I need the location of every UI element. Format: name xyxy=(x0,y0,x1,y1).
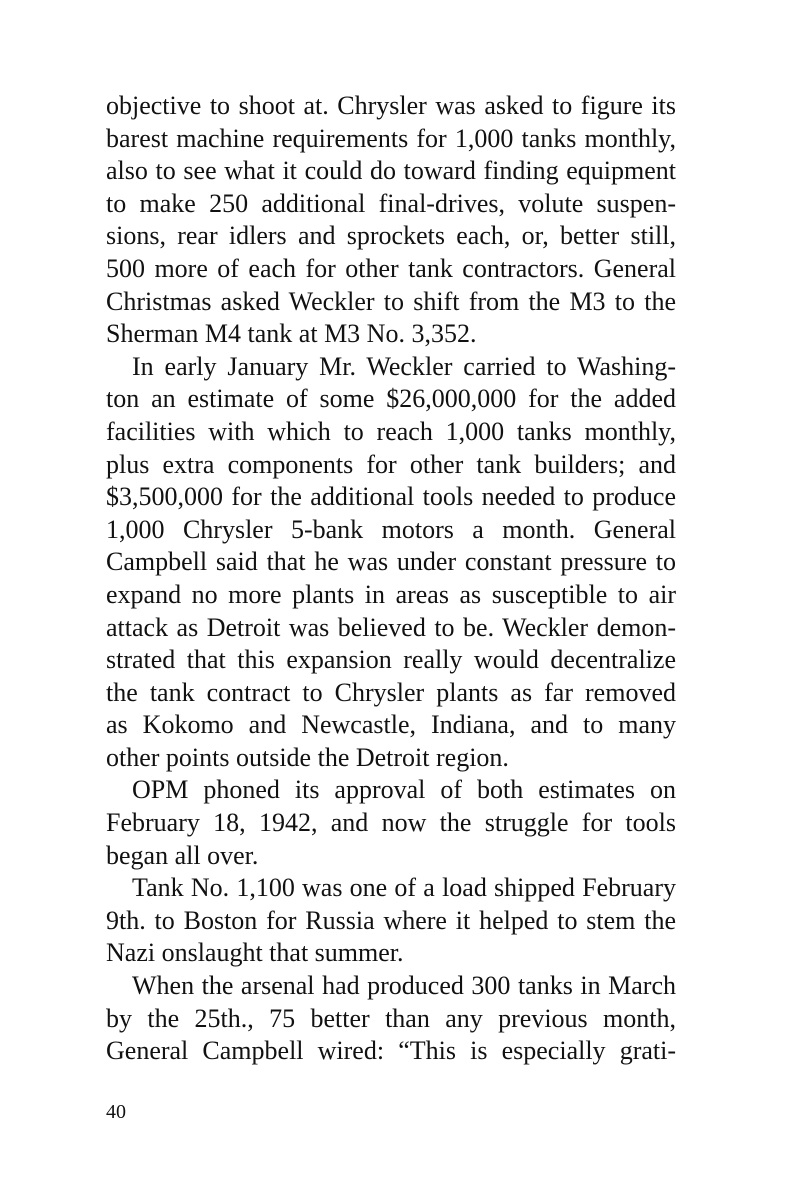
text-line: objective to shoot at. Chrysler was asked to figure its xyxy=(106,91,676,120)
text-line: plus extra components for other tank builders; and xyxy=(106,449,676,479)
text-line: When the arsenal had produced 300 tanks in March xyxy=(132,971,676,1001)
text-line: Tank No. 1,100 was one of a load shipped February xyxy=(132,873,676,903)
text-line: barest machine requirements for 1,000 tanks monthly, xyxy=(106,123,676,153)
paragraph-1 xyxy=(106,90,676,351)
paragraph-5 xyxy=(106,970,676,1068)
text-line: by the 25th., 75 better than any previous month, xyxy=(106,1003,676,1033)
text-line: to make 250 additional final-drives, volute suspen- xyxy=(106,188,676,218)
paragraph-2 xyxy=(106,351,676,775)
text-line: Nazi onslaught that summer. xyxy=(106,938,404,968)
text-line: sions, rear idlers and sprockets each, or, better still, xyxy=(106,221,676,251)
text-line: ton an estimate of some $26,000,000 for the added xyxy=(106,384,676,414)
text-line: Campbell said that he was under constant pressure to xyxy=(106,547,676,577)
text-line: also to see what it could do toward finding equipment xyxy=(106,156,676,186)
page-number: 40 xyxy=(106,1101,126,1123)
text-line: attack as Detroit was believed to be. Weckler demon- xyxy=(106,612,676,642)
text-line: $3,500,000 for the additional tools needed to produce xyxy=(106,482,676,512)
text-line: facilities with which to reach 1,000 tanks monthly, xyxy=(106,416,676,446)
text-line: began all over. xyxy=(106,840,259,870)
text-line: Sherman M4 tank at M3 No. 3,352. xyxy=(106,319,477,349)
paragraph-4 xyxy=(106,872,676,970)
paragraph-3 xyxy=(106,774,676,872)
text-line: Christmas asked Weckler to shift from the M3 to the xyxy=(106,286,676,316)
text-line: 1,000 Chrysler 5-bank motors a month. General xyxy=(106,514,676,544)
text-line: 500 more of each for other tank contractors. General xyxy=(106,253,676,283)
text-line: strated that this expansion really would decentralize xyxy=(106,645,676,675)
text-line: General Campbell wired: “This is especially grati- xyxy=(106,1036,676,1066)
text-line: the tank contract to Chrysler plants as far removed xyxy=(106,677,676,707)
body-text xyxy=(106,90,676,1068)
text-line: other points outside the Detroit region. xyxy=(106,742,509,772)
text-line: 9th. to Boston for Russia where it helped to stem the xyxy=(106,905,676,935)
text-line: as Kokomo and Newcastle, Indiana, and to many xyxy=(106,710,676,740)
text-line: expand no more plants in areas as susceptible to air xyxy=(106,579,676,609)
text-line: February 18, 1942, and now the struggle for tools xyxy=(106,808,676,838)
text-line: In early January Mr. Weckler carried to Washing- xyxy=(132,351,676,381)
text-line: OPM phoned its approval of both estimates on xyxy=(132,775,676,805)
